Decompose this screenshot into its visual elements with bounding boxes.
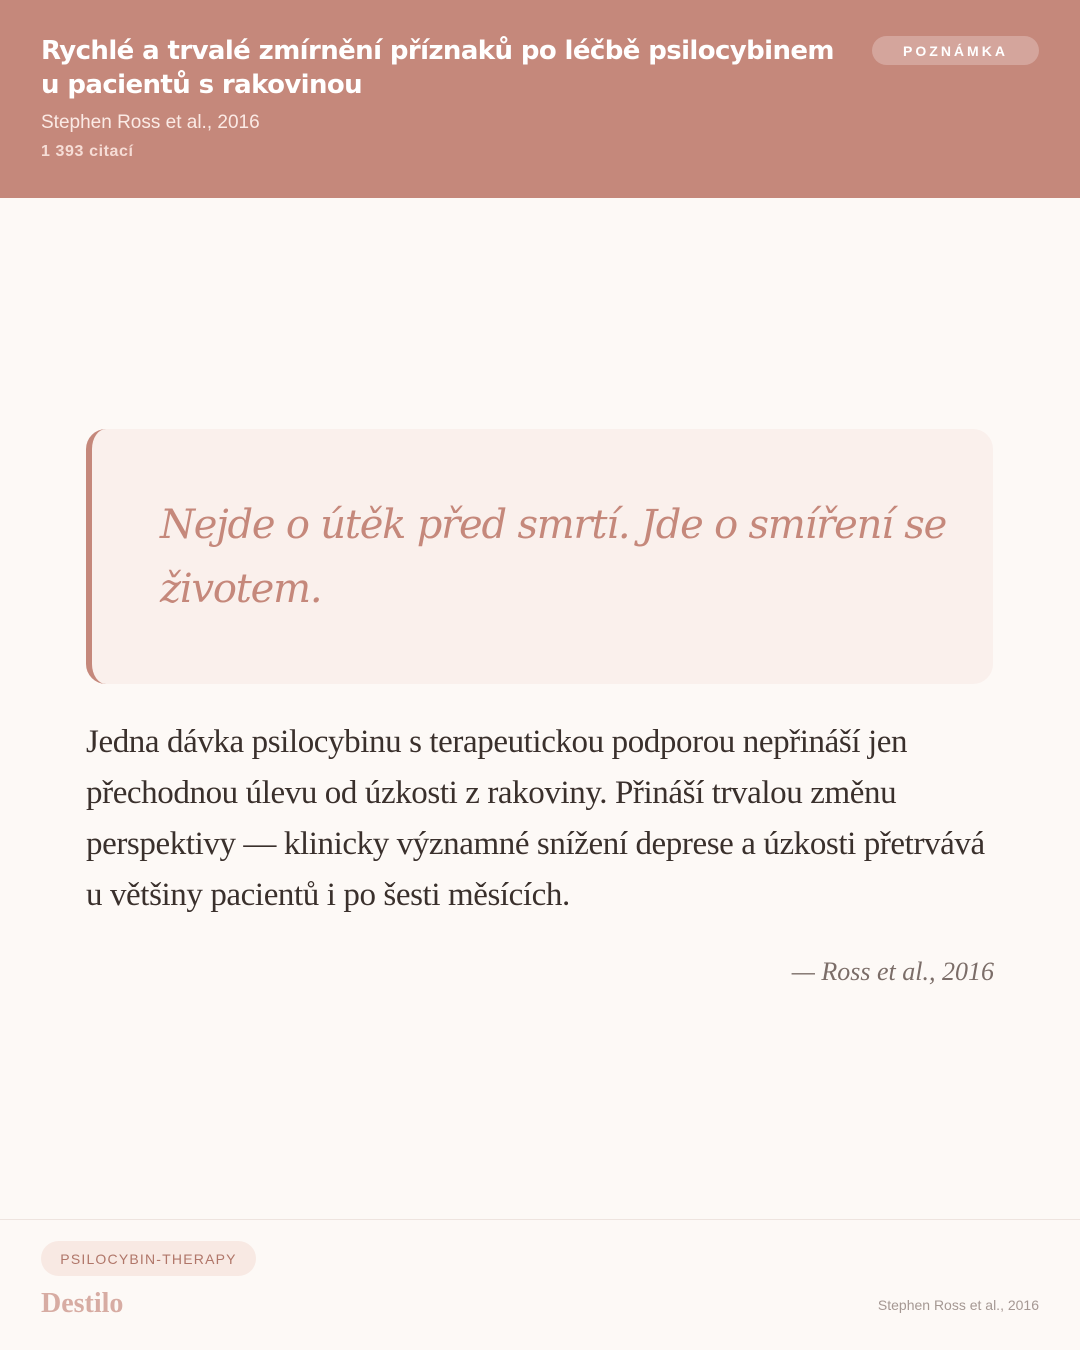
body-paragraph: Jedna dávka psilocybinu s terapeutickou podporou nepřináší jen přechodnou úlevu od úzkosti z rakoviny. Přináší trvalou změnu perspektivy — klinicky významné snížení deprese a úzkosti přetrvává u většiny pacientů i po šesti měsících. <box>86 724 985 913</box>
brand-logo: Destilo <box>41 1288 124 1319</box>
footer-source: Stephen Ross et al., 2016 <box>877 1297 1039 1313</box>
header-author: Stephen Ross et al., 2016 <box>41 112 260 133</box>
citation-count: 1 393 citací <box>41 143 134 160</box>
footer-divider <box>0 1219 1080 1220</box>
pull-quote <box>86 429 993 684</box>
note-badge: POZNÁMKA <box>872 36 1039 65</box>
header-banner <box>0 0 1080 198</box>
topic-tag[interactable]: PSILOCYBIN-THERAPY <box>41 1241 256 1276</box>
quote-text: Nejde o útěk před smrtí. Jde o smíření se životem. <box>160 502 947 612</box>
quote-attribution: — Ross et al., 2016 <box>791 957 994 986</box>
page-title: Rychlé a trvalé zmírnění příznaků po léčbě psilocybinem u pacientů s rakovinou <box>41 36 834 100</box>
